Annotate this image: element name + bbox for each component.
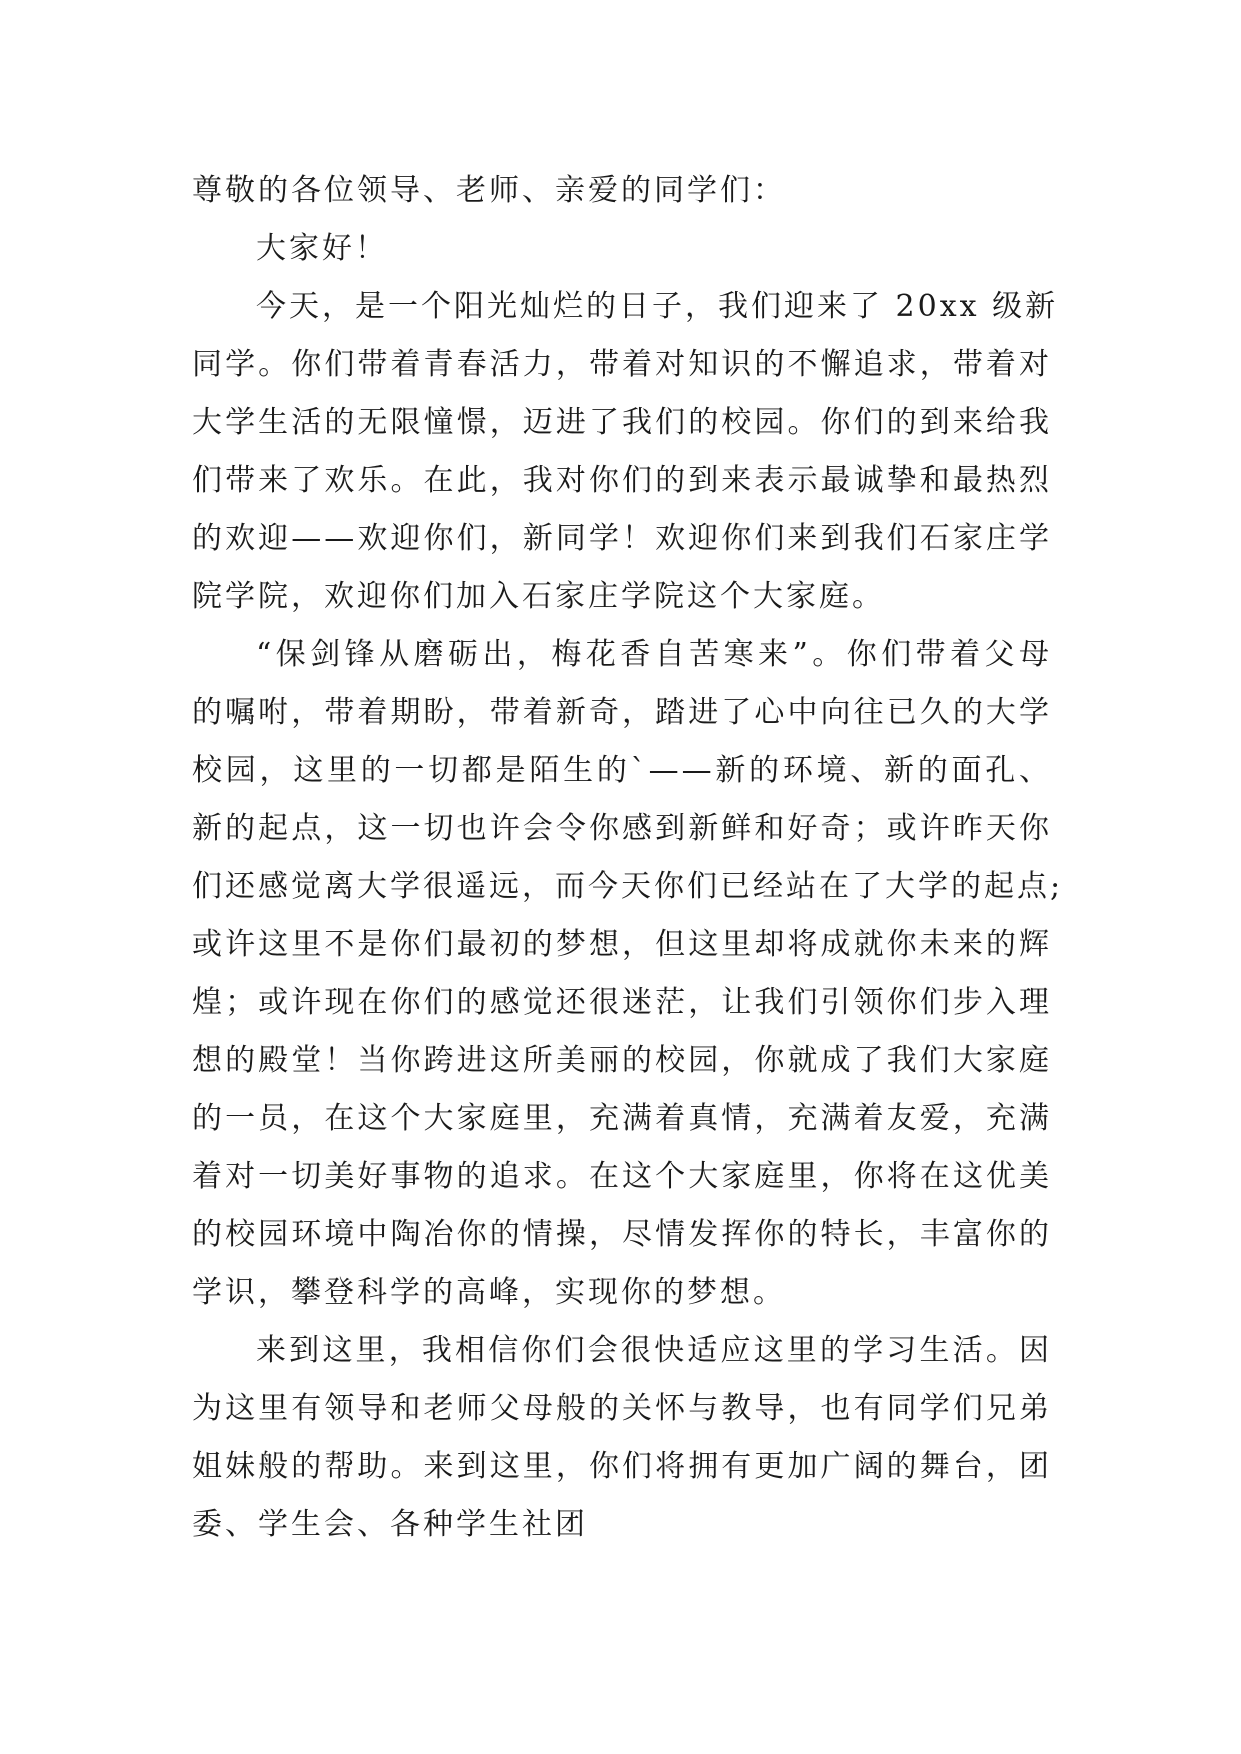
- text-line: 校园，这里的一切都是陌生的`——新的环境、新的面孔、: [192, 753, 1052, 788]
- text-line: 或许这里不是你们最初的梦想，但这里却将成就你未来的辉: [192, 927, 1052, 962]
- text-line: 的一员，在这个大家庭里，充满着真情，充满着友爱，充满: [192, 1101, 1052, 1136]
- text-line: 为这里有领导和老师父母般的关怀与教导，也有同学们兄弟: [192, 1391, 1052, 1426]
- text-line: 委、学生会、各种学生社团: [192, 1507, 588, 1542]
- text-line: 来到这里，我相信你们会很快适应这里的学习生活。因: [256, 1333, 1052, 1368]
- text-line: “保剑锋从磨砺出，梅花香自苦寒来”。你们带着父母: [256, 637, 1052, 672]
- text-line: 着对一切美好事物的追求。在这个大家庭里，你将在这优美: [192, 1159, 1052, 1194]
- text-line: 煌；或许现在你们的感觉还很迷茫，让我们引领你们步入理: [192, 985, 1052, 1020]
- speech-body: [192, 162, 1064, 1554]
- text-line: 的欢迎——欢迎你们，新同学！欢迎你们来到我们石家庄学: [192, 521, 1052, 556]
- text-line: 今天，是一个阳光灿烂的日子，我们迎来了 20xx 级新: [256, 289, 1059, 324]
- salutation-line: 尊敬的各位领导、老师、亲爱的同学们：: [192, 173, 786, 208]
- text-line: 们还感觉离大学很遥远，而今天你们已经站在了大学的起点;: [192, 869, 1064, 904]
- text-line: 新的起点，这一切也许会令你感到新鲜和好奇；或许昨天你: [192, 811, 1052, 846]
- text-line: 想的殿堂！当你跨进这所美丽的校园，你就成了我们大家庭: [192, 1043, 1052, 1078]
- text-line: 院学院，欢迎你们加入石家庄学院这个大家庭。: [192, 579, 885, 614]
- text-line: 同学。你们带着青春活力，带着对知识的不懈追求，带着对: [192, 347, 1052, 382]
- text-line: 的嘱咐，带着期盼，带着新奇，踏进了心中向往已久的大学: [192, 695, 1052, 730]
- text-line: 大学生活的无限憧憬，迈进了我们的校园。你们的到来给我: [192, 405, 1052, 440]
- text-line: 们带来了欢乐。在此，我对你们的到来表示最诚挚和最热烈: [192, 463, 1052, 498]
- text-line: 学识，攀登科学的高峰，实现你的梦想。: [192, 1275, 786, 1310]
- text-line: 的校园环境中陶冶你的情操，尽情发挥你的特长，丰富你的: [192, 1217, 1052, 1252]
- text-line: 姐妹般的帮助。来到这里，你们将拥有更加广阔的舞台，团: [192, 1449, 1052, 1484]
- greeting-line: 大家好！: [256, 231, 388, 266]
